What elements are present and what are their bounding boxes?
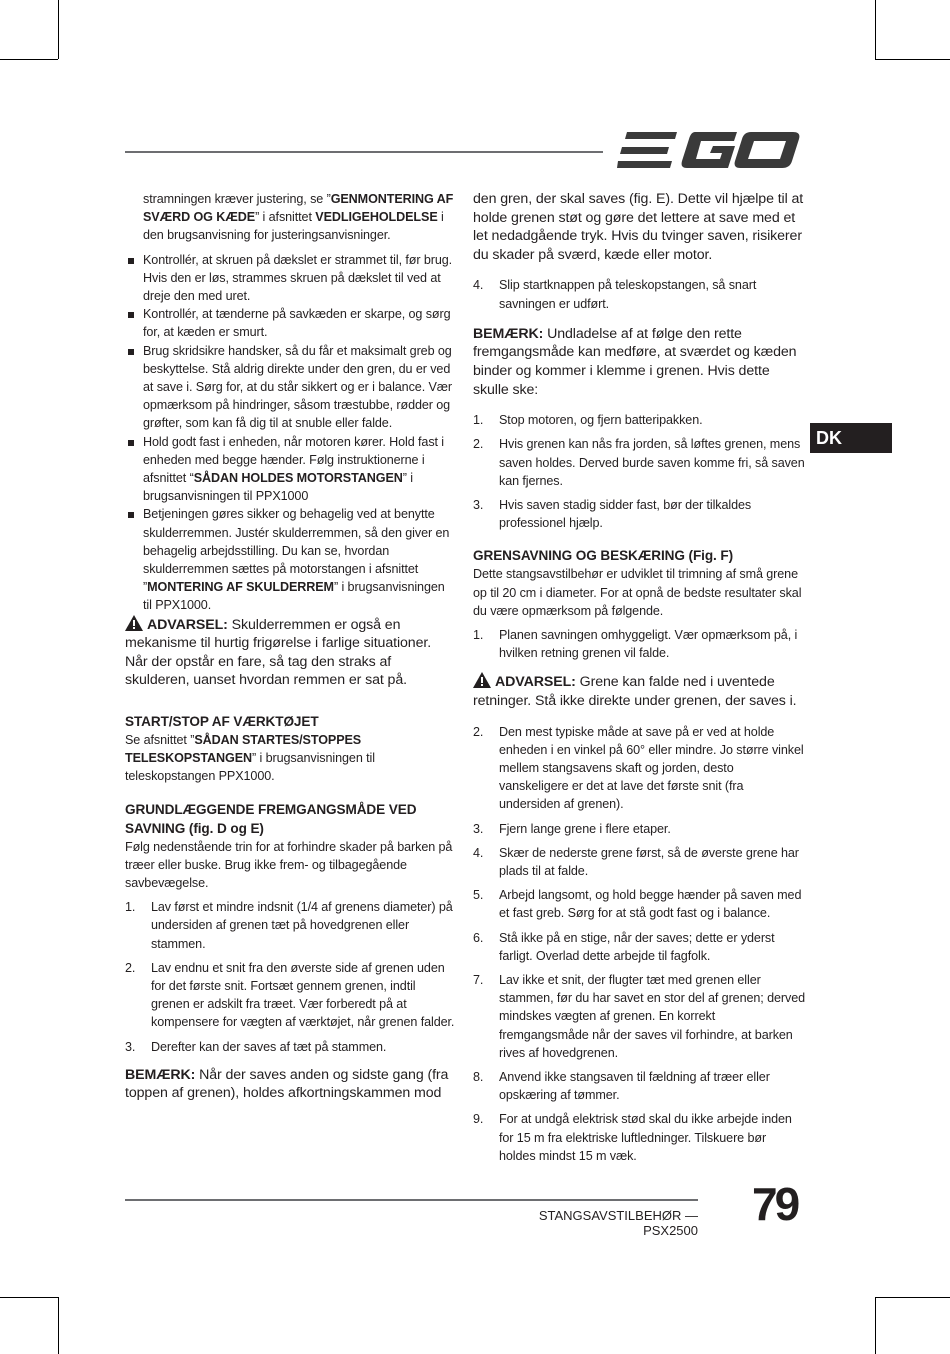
numbered-step: 1. Planen savningen omhyggeligt. Vær opmærksom på, i hvilken retning grenen vil falde. xyxy=(473,627,798,661)
crop-mark xyxy=(875,1297,950,1298)
bullet-item: Kontrollér, at skruen på dækslet er strammet til, før brug. Hvis den er løs, strammes skruen på dækslet til ved at dreje den med uret. xyxy=(125,251,455,306)
numbered-step: 3. Derefter kan der saves af tæt på stammen. xyxy=(125,1039,387,1054)
numbered-step: 4. Skær de nederste grene først, så de øverste grene har plads til at falde. xyxy=(473,845,799,878)
footer-rule xyxy=(125,1199,698,1201)
section-heading: GRENSAVNING OG BESKÆRING (Fig. F) xyxy=(473,548,734,564)
trim-intro: Dette stangsavstilbehør er udviklet til trimning af små grene op til 20 cm i diameter. For at opnå de bedste resultater skal du være opmærksom på følgende. xyxy=(473,567,802,618)
ego-logo xyxy=(617,130,800,170)
numbered-step: 2. Den mest typiske måde at save på er ved at holde enheden i en vinkel på 60° eller mindre. Jo større vinkel mellem stangsavens skaft og jorden, desto vanskeligere er det at lave det første snit (fra undersiden af grenen). xyxy=(473,724,804,812)
numbered-step: 8. Anvend ikke stangsaven til fældning af træer eller opskæring af tømmer. xyxy=(473,1070,770,1103)
warning-icon xyxy=(473,672,491,688)
left-column xyxy=(125,190,455,1103)
crop-mark xyxy=(58,1297,59,1354)
section-heading: START/STOP AF VÆRKTØJET xyxy=(125,714,319,730)
numbered-step: 5. Arbejd langsomt, og hold begge hænder på saven med et fast greb. Sørg for at stå godt fast og i balance. xyxy=(473,888,802,921)
numbered-step: 3. Fjern lange grene i flere etaper. xyxy=(473,821,671,836)
bullet-item: Hold godt fast i enheden, når motoren kører. Hold fast i enheden med begge hænder. Følg instruktionerne i afsnittet “SÅDAN HOLDES MOTORSTANGEN” i brugsanvisningen til PPX1000 xyxy=(125,433,455,506)
crop-mark xyxy=(58,0,59,59)
numbered-step: 2. Lav endnu et snit fra den øverste side af grenen uden for det første snit. Fortsæt gennem grenen, indtil grenen er adskilt fra træet. Vær forberedt på at kompensere for vægten af værktøjet, når grenen falder. xyxy=(125,960,455,1030)
numbered-step: 4. Slip startknappen på teleskopstangen, så snart savningen er udført. xyxy=(473,278,757,311)
numbered-step: 2. Hvis grenen kan nås fra jorden, så løftes grenen, mens saven holdes. Derved burde saven komme fri, så saven kan fjernes. xyxy=(473,437,805,488)
crop-mark xyxy=(0,1297,58,1298)
numbered-step: 7. Lav ikke et snit, der flugter tæt med grenen eller stammen, før du har savet en stor del af grenen; derved mindskes vægten af grenen. En korrekt fremgangsmåde når der saves vil forhindre, at barken rives af hovedgrenen. xyxy=(473,973,806,1060)
crop-mark xyxy=(875,1297,876,1354)
intro-paragraph: stramningen kræver justering, se ”GENMONTERING AF SVÆRD OG KÆDE” i afsnittet VEDLIGEHOLDELSE i den brugsanvisning for justeringsanvisninger. xyxy=(143,192,454,243)
numbered-step: 1. Stop motoren, og fjern batteripakken. xyxy=(473,413,703,428)
numbered-step: 1. Lav først et mindre indsnit (1/4 af grenens diameter) på undersiden af grenen tæt på hovedgrenen eller stammen. xyxy=(125,900,453,951)
start-paragraph: Se afsnittet ”SÅDAN STARTES/STOPPES TELESKOPSTANGEN” i brugsanvisningen til teleskopstangen PPX1000. xyxy=(125,733,375,784)
right-column xyxy=(473,190,805,1171)
footer-product: STANGSAVSTILBEHØR — PSX2500 xyxy=(538,1208,698,1238)
numbered-step: 9. For at undgå elektrisk stød skal du ikke arbejde inden for 15 m fra elektriske luftledninger. Tilskuere bør holdes mindst 15 m væk. xyxy=(473,1112,792,1163)
bullet-item: Brug skridsikre handsker, så du får et maksimalt greb og beskyttelse. Stå aldrig direkte under den gren, du er ved at save i. Sørg for, at du står sikkert og er i balance. Vær opmærksom på hindringer, såsom træstubbe, rødder og grøfter, som kan få dig til at snuble eller falde. xyxy=(125,342,455,433)
language-tab: DK xyxy=(810,423,892,453)
note-paragraph: BEMÆRK: Undladelse af at følge den rette fremgangsmåde kan medføre, at sværdet og kæden binder og kommer i klemme i grenen. Hvis dette skulle ske: xyxy=(473,325,797,398)
crop-mark xyxy=(875,59,950,60)
basic-intro: Følg nedenstående trin for at forhindre skader på barken på træer eller buske. Brug ikke frem- og tilbagegående savbevægelse. xyxy=(125,839,453,891)
section-heading: GRUNDLÆGGENDE FREMGANGSMÅDE VED SAVNING (fig. D og E) xyxy=(125,801,417,836)
bullet-item: Kontrollér, at tænderne på savkæden er skarpe, og sørg for, at kæden er smurt. xyxy=(125,305,455,341)
crop-mark xyxy=(875,0,876,59)
crop-mark xyxy=(0,59,58,60)
warning-icon xyxy=(125,615,143,631)
page-number: 79 xyxy=(752,1178,798,1230)
numbered-step: 3. Hvis saven stadig sidder fast, bør der tilkaldes professionel hjælp. xyxy=(473,497,752,531)
header-rule xyxy=(125,151,603,153)
bullet-item: Betjeningen gøres sikker og behagelig ved at benytte skulderremmen. Justér skulderremmen, så den giver en behagelig arbejdsstilling. Du kan se, hvordan skulderremmen sættes på motorstangen i afsnittet ”MONTERING AF SKULDERREM” i brugsanvisningen til PPX1000. xyxy=(125,505,455,614)
note-paragraph: BEMÆRK: Når der saves anden og sidste gang (fra toppen af grenen), holdes afkortningskammen mod xyxy=(125,1066,449,1102)
warning-paragraph: ADVARSEL: Skulderremmen er også en mekanisme til hurtig frigørelse i farlige situationer. Når der opstår en fare, så tag den straks af skulderen, uanset hvordan remmen er sat på. xyxy=(125,616,432,689)
warning-paragraph: ADVARSEL: Grene kan falde ned i uventede retninger. Stå ikke direkte under grenen, der saves i. xyxy=(473,674,797,709)
continued-paragraph: den gren, der skal saves (fig. E). Dette vil hjælpe til at holde grenen støt og gøre det lettere at save med et let nedadgående tryk. Hvis du tvinger saven, risikerer du skader på sværd, kæde eller motor. xyxy=(473,191,804,263)
numbered-step: 6. Stå ikke på en stige, når der saves; dette er yderst farligt. Overlad dette arbejde til fagfolk. xyxy=(473,930,775,963)
